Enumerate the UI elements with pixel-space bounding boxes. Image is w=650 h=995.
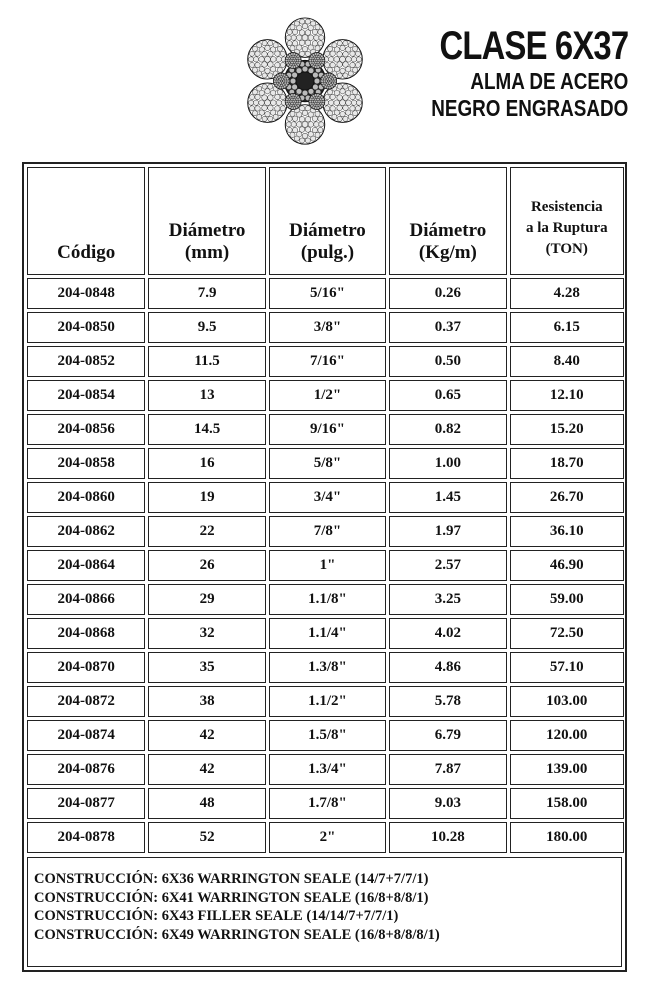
page-subtitle-core: ALMA DE ACERO	[470, 68, 628, 94]
cell-diametro-kgm: 4.02	[389, 618, 506, 649]
cell-diametro-mm: 42	[148, 754, 265, 785]
cell-diametro-pulg: 1.1/2"	[269, 686, 386, 717]
cell-codigo: 204-0870	[27, 652, 145, 683]
cell-diametro-kgm: 0.65	[389, 380, 506, 411]
cell-resistencia: 59.00	[510, 584, 624, 615]
cell-diametro-pulg: 3/4"	[269, 482, 386, 513]
table-row	[27, 822, 624, 853]
cell-resistencia: 4.28	[510, 278, 624, 309]
cell-codigo: 204-0868	[27, 618, 145, 649]
cell-codigo: 204-0872	[27, 686, 145, 717]
cell-resistencia: 18.70	[510, 448, 624, 479]
cell-diametro-kgm: 0.82	[389, 414, 506, 445]
cell-diametro-mm: 52	[148, 822, 265, 853]
spec-table	[24, 164, 627, 856]
cell-diametro-kgm: 9.03	[389, 788, 506, 819]
col-header-line: (TON)	[545, 241, 588, 257]
cell-diametro-pulg: 2"	[269, 822, 386, 853]
cell-codigo: 204-0862	[27, 516, 145, 547]
cell-diametro-mm: 29	[148, 584, 265, 615]
col-header-diametro-pulg	[269, 167, 386, 275]
spec-sheet	[22, 162, 627, 972]
rope-strand	[309, 94, 325, 110]
cell-diametro-pulg: 1/2"	[269, 380, 386, 411]
table-row	[27, 652, 624, 683]
rope-strand	[285, 94, 301, 110]
cell-diametro-kgm: 4.86	[389, 652, 506, 683]
col-header-codigo	[27, 167, 145, 275]
cell-diametro-mm: 16	[148, 448, 265, 479]
cell-diametro-kgm: 2.57	[389, 550, 506, 581]
cell-resistencia: 103.00	[510, 686, 624, 717]
cell-codigo: 204-0874	[27, 720, 145, 751]
cell-resistencia: 139.00	[510, 754, 624, 785]
title-block	[388, 24, 628, 122]
col-header-resistencia	[510, 167, 624, 275]
cell-codigo: 204-0877	[27, 788, 145, 819]
cell-diametro-kgm: 1.45	[389, 482, 506, 513]
table-row	[27, 380, 624, 411]
table-row	[27, 686, 624, 717]
rope-strand	[285, 105, 324, 144]
cell-diametro-kgm: 0.37	[389, 312, 506, 343]
col-header-line: Diámetro	[289, 220, 366, 241]
cell-diametro-pulg: 1"	[269, 550, 386, 581]
table-row	[27, 516, 624, 547]
cell-diametro-mm: 9.5	[148, 312, 265, 343]
rope-strand	[285, 18, 324, 57]
table-row	[27, 788, 624, 819]
construction-note: CONSTRUCCIÓN: 6X49 WARRINGTON SEALE (16/8+8/8/8/1)	[34, 926, 440, 943]
cell-diametro-pulg: 1.5/8"	[269, 720, 386, 751]
rope-strand	[273, 73, 289, 89]
cell-diametro-kgm: 7.87	[389, 754, 506, 785]
cell-diametro-pulg: 9/16"	[269, 414, 386, 445]
table-row	[27, 720, 624, 751]
cell-resistencia: 120.00	[510, 720, 624, 751]
rope-strand	[285, 53, 301, 69]
table-header-row	[27, 167, 624, 275]
col-header-line: a la Ruptura	[525, 220, 608, 236]
cell-resistencia: 158.00	[510, 788, 624, 819]
cell-diametro-kgm: 1.97	[389, 516, 506, 547]
construction-note: CONSTRUCCIÓN: 6X36 WARRINGTON SEALE (14/7+7/7/1)	[34, 871, 429, 887]
cell-diametro-pulg: 3/8"	[269, 312, 386, 343]
cell-diametro-mm: 35	[148, 652, 265, 683]
cell-codigo: 204-0856	[27, 414, 145, 445]
cell-diametro-pulg: 1.1/8"	[269, 584, 386, 615]
cell-diametro-pulg: 7/16"	[269, 346, 386, 377]
cell-diametro-kgm: 3.25	[389, 584, 506, 615]
cell-diametro-pulg: 5/16"	[269, 278, 386, 309]
cell-resistencia: 6.15	[510, 312, 624, 343]
construction-notes	[27, 857, 622, 967]
col-header-line: Diámetro	[409, 220, 487, 241]
cell-diametro-kgm: 0.50	[389, 346, 506, 377]
cell-resistencia: 36.10	[510, 516, 624, 547]
cell-resistencia: 180.00	[510, 822, 624, 853]
cell-codigo: 204-0850	[27, 312, 145, 343]
cell-diametro-kgm: 10.28	[389, 822, 506, 853]
construction-note: CONSTRUCCIÓN: 6X43 FILLER SEALE (14/14/7+7/7/1)	[34, 908, 399, 924]
cell-diametro-mm: 22	[148, 516, 265, 547]
cell-diametro-pulg: 1.7/8"	[269, 788, 386, 819]
cell-resistencia: 12.10	[510, 380, 624, 411]
col-header-line: Código	[57, 242, 116, 263]
col-header-line: (pulg.)	[300, 242, 355, 263]
table-row	[27, 448, 624, 479]
table-row	[27, 618, 624, 649]
table-row	[27, 414, 624, 445]
cell-resistencia: 26.70	[510, 482, 624, 513]
cell-diametro-pulg: 7/8"	[269, 516, 386, 547]
table-row	[27, 550, 624, 581]
cell-diametro-pulg: 1.1/4"	[269, 618, 386, 649]
cell-codigo: 204-0848	[27, 278, 145, 309]
cell-diametro-mm: 32	[148, 618, 265, 649]
table-row	[27, 346, 624, 377]
cell-diametro-mm: 7.9	[148, 278, 265, 309]
cell-diametro-kgm: 6.79	[389, 720, 506, 751]
table-row	[27, 482, 624, 513]
cell-diametro-kgm: 0.26	[389, 278, 506, 309]
cell-diametro-mm: 13	[148, 380, 265, 411]
cell-resistencia: 46.90	[510, 550, 624, 581]
page-subtitle-finish: NEGRO ENGRASADO	[430, 95, 628, 121]
cell-codigo: 204-0854	[27, 380, 145, 411]
cell-diametro-mm: 26	[148, 550, 265, 581]
cell-codigo: 204-0852	[27, 346, 145, 377]
cell-resistencia: 8.40	[510, 346, 624, 377]
header	[0, 0, 650, 160]
table-body	[27, 278, 624, 853]
cell-codigo: 204-0864	[27, 550, 145, 581]
col-header-diametro-kgm	[389, 167, 506, 275]
table-row	[27, 312, 624, 343]
col-header-line: (Kg/m)	[418, 242, 477, 263]
cell-resistencia: 57.10	[510, 652, 624, 683]
table-row	[27, 584, 624, 615]
cell-diametro-mm: 14.5	[148, 414, 265, 445]
col-header-line: Resistencia	[530, 199, 603, 215]
cell-codigo: 204-0858	[27, 448, 145, 479]
cell-diametro-pulg: 1.3/8"	[269, 652, 386, 683]
rope-strand	[321, 73, 337, 89]
construction-note: CONSTRUCCIÓN: 6X41 WARRINGTON SEALE (16/8+8/8/1)	[34, 889, 429, 906]
cell-diametro-mm: 38	[148, 686, 265, 717]
cell-diametro-mm: 19	[148, 482, 265, 513]
cell-codigo: 204-0866	[27, 584, 145, 615]
cell-diametro-kgm: 5.78	[389, 686, 506, 717]
cell-resistencia: 72.50	[510, 618, 624, 649]
cell-codigo: 204-0876	[27, 754, 145, 785]
cell-diametro-mm: 48	[148, 788, 265, 819]
wire-rope-cross-section-icon	[236, 8, 374, 158]
col-header-line: (mm)	[184, 242, 230, 263]
cell-diametro-kgm: 1.00	[389, 448, 506, 479]
cell-diametro-pulg: 1.3/4"	[269, 754, 386, 785]
col-header-line: Diámetro	[168, 220, 246, 241]
table-row	[27, 754, 624, 785]
page-title: CLASE 6X37	[439, 24, 628, 68]
cell-diametro-mm: 42	[148, 720, 265, 751]
rope-strand	[309, 53, 325, 69]
cell-diametro-mm: 11.5	[148, 346, 265, 377]
cell-codigo: 204-0860	[27, 482, 145, 513]
cell-codigo: 204-0878	[27, 822, 145, 853]
col-header-diametro-mm	[148, 167, 265, 275]
cell-diametro-pulg: 5/8"	[269, 448, 386, 479]
cell-resistencia: 15.20	[510, 414, 624, 445]
table-row	[27, 278, 624, 309]
